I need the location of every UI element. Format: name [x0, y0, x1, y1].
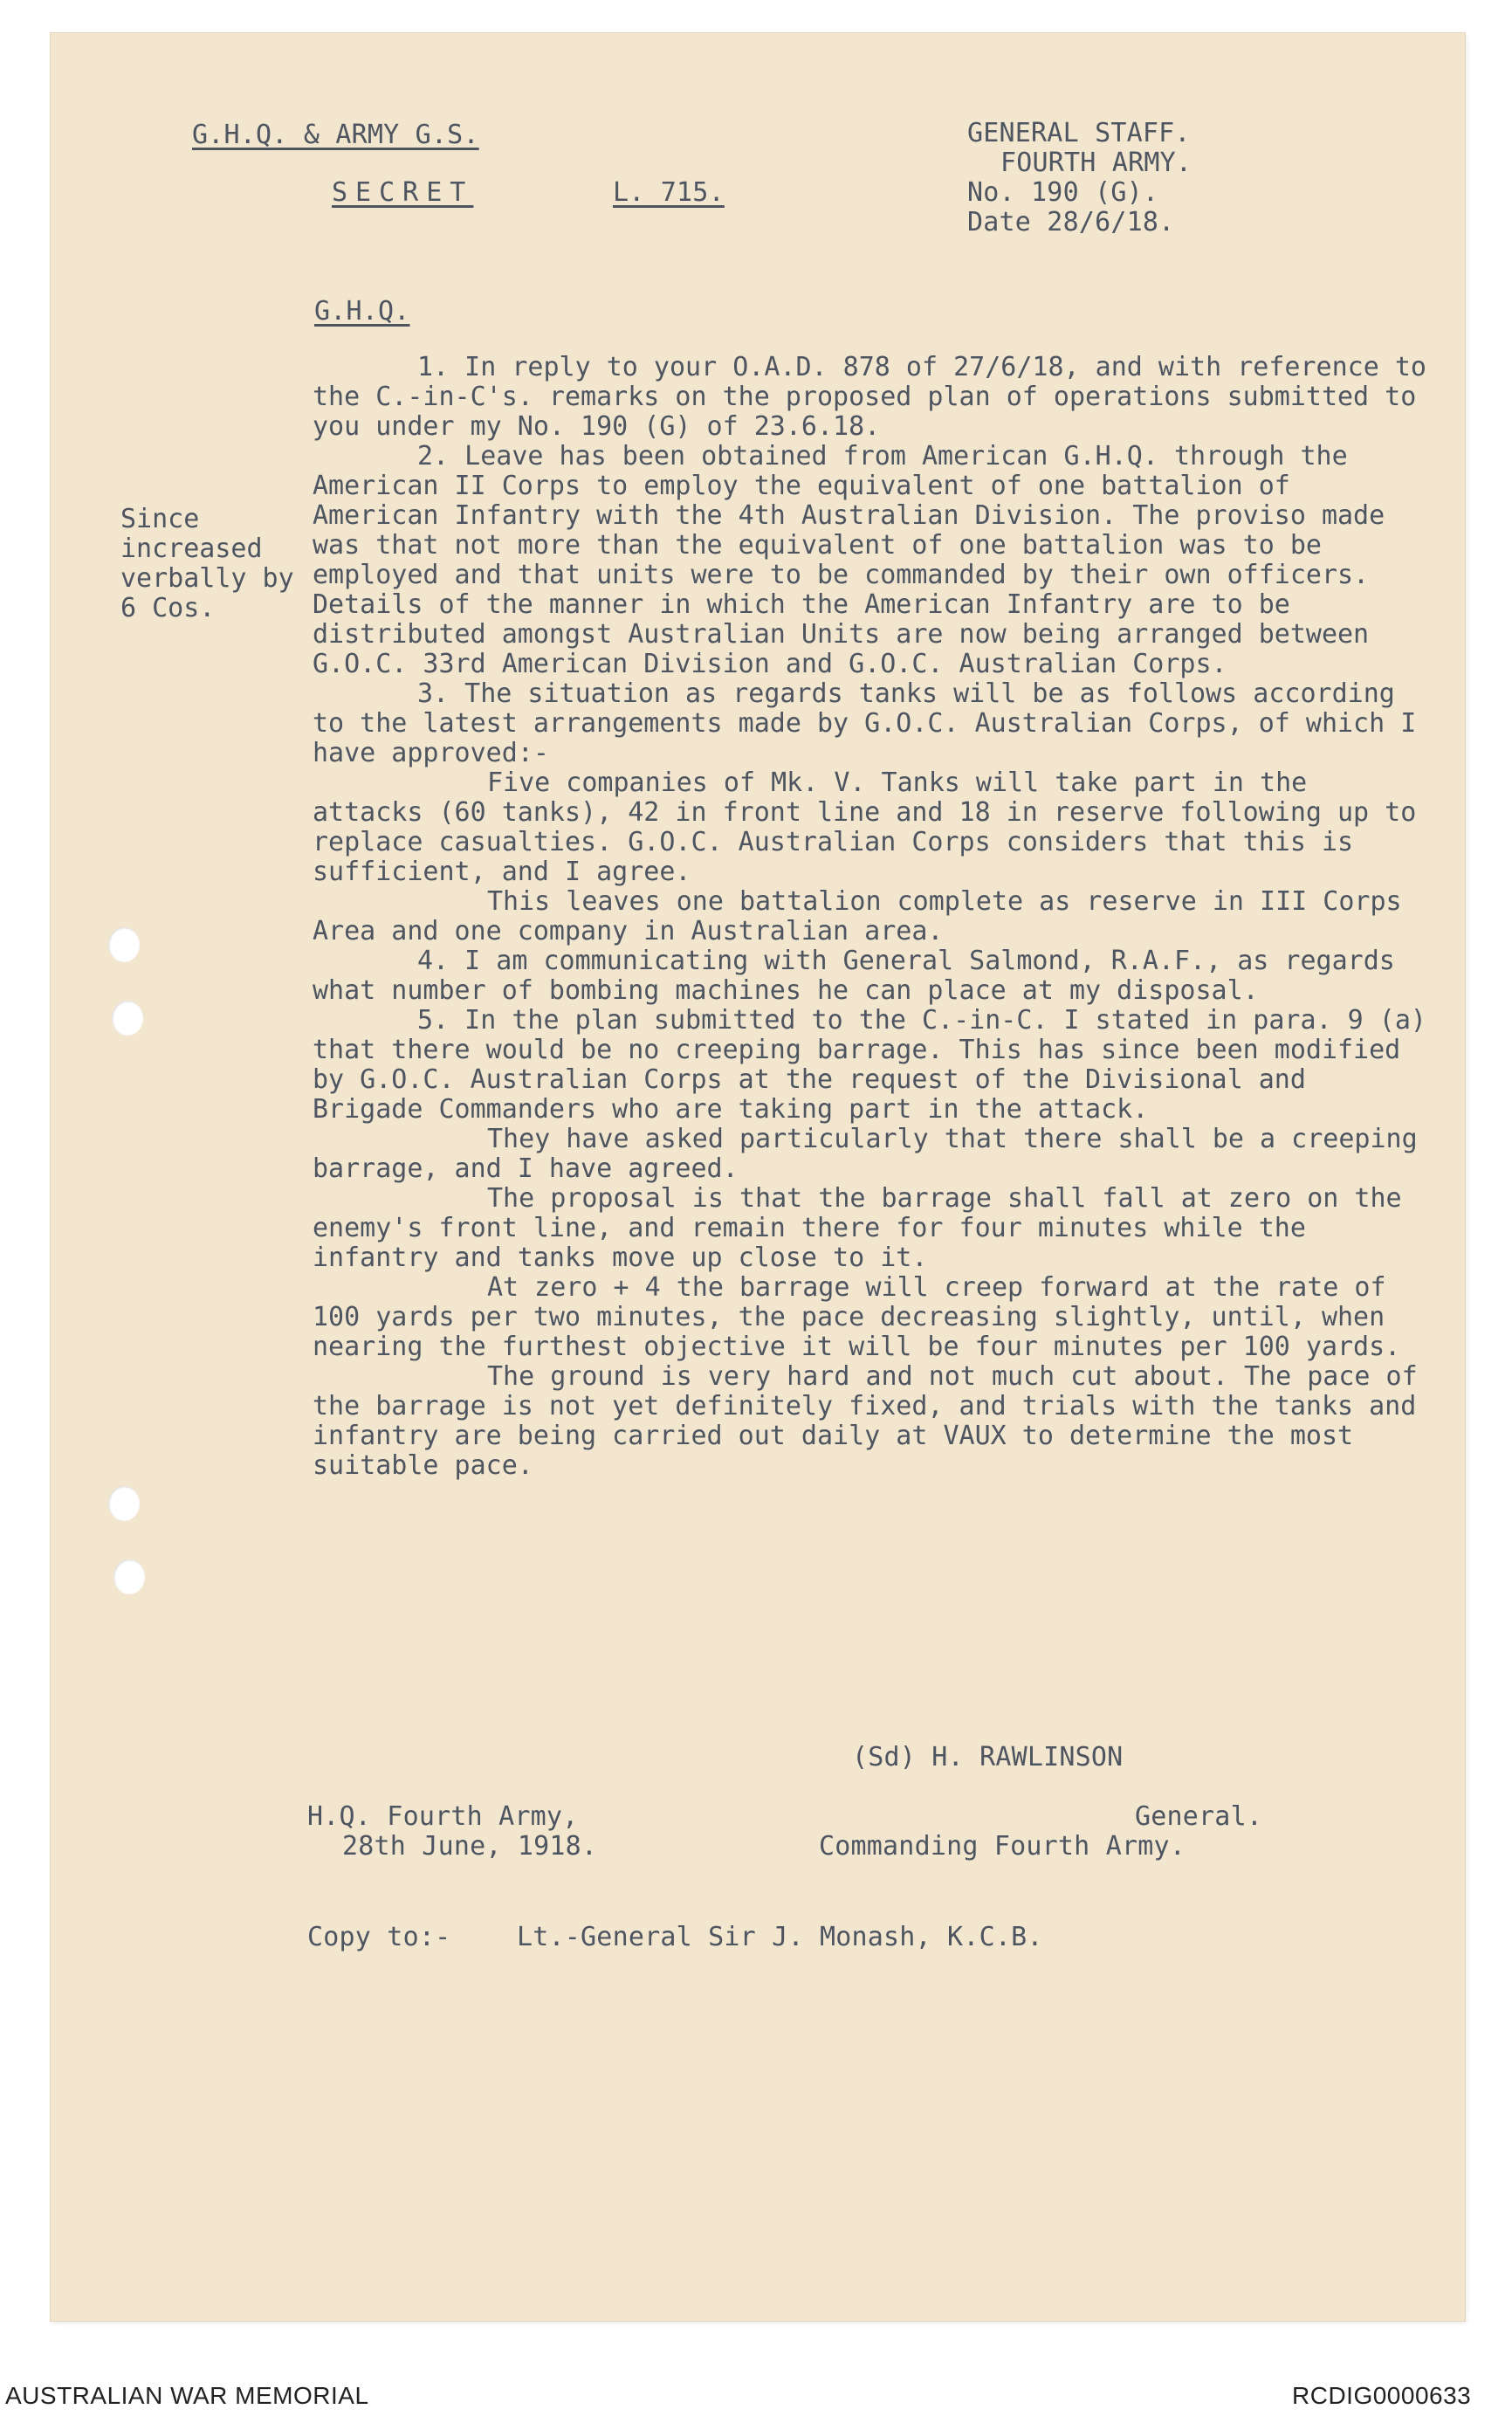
footer-id: RCDIG0000633 — [1292, 2382, 1472, 2409]
addressee: G.H.Q. — [314, 296, 410, 327]
paragraph-5a: They have asked particularly that there shall be a creeping barrage, and I have agreed. — [313, 1124, 1418, 1184]
secret-label: SECRET — [332, 177, 474, 208]
punch-hole — [108, 927, 140, 962]
paragraph-5: 5. In the plan submitted to the C.-in-C. I stated in para. 9 (a) that there would be no creeping barrage. This has since been modified by G.O.C. Australian Corps at the request of the Divisional and Brigade Commanders who are taking part in the attack. — [313, 1005, 1426, 1125]
letter-date: 28th June, 1918. — [342, 1831, 598, 1862]
paragraph-5d: The ground is very hard and not much cut about. The pace of the barrage is not yet definitely fixed, and trials with the tanks and infantry are being carried out daily at VAUX to determine the most suitable pace. — [313, 1361, 1418, 1481]
paragraph-1: 1. In reply to your O.A.D. 878 of 27/6/18, and with reference to the C.-in-C's. remarks on the proposed plan of operations submitted to you under my No. 190 (G) of 23.6.18. — [313, 352, 1426, 442]
header-left-title: G.H.Q. & ARMY G.S. — [192, 120, 479, 150]
paragraph-3: 3. The situation as regards tanks will be as follows according to the latest arrangements made by G.O.C. Australian Corps, of which I have approved:- — [313, 678, 1417, 768]
reference-number: L. 715. — [613, 177, 725, 208]
hq-address: H.Q. Fourth Army, — [307, 1801, 579, 1832]
header-right-line4: Date 28/6/18. — [967, 207, 1175, 237]
signature-rank: General. — [1135, 1801, 1263, 1832]
paragraph-3b: This leaves one battalion complete as reserve in III Corps Area and one company in Australian area. — [313, 886, 1402, 946]
signature-title: Commanding Fourth Army. — [819, 1831, 1186, 1862]
paragraph-3a: Five companies of Mk. V. Tanks will take part in the attacks (60 tanks), 42 in front line and 18 in reserve following up to replace casualties. G.O.C. Australian Corps considers that this is sufficient, and I agree. — [313, 768, 1417, 887]
header-right-line1: GENERAL STAFF. — [967, 118, 1191, 148]
punch-hole — [113, 1559, 145, 1594]
letter-body — [313, 353, 1430, 1481]
margin-note: Since increased verbally by 6 Cos. — [120, 504, 294, 623]
paragraph-5b: The proposal is that the barrage shall fall at zero on the enemy's front line, and remain there for four minutes while the infantry and tanks move up close to it. — [313, 1183, 1402, 1273]
copy-to-recipient: Lt.-General Sir J. Monash, K.C.B. — [517, 1922, 1043, 1952]
footer-archive: AUSTRALIAN WAR MEMORIAL — [5, 2382, 369, 2409]
punch-hole — [108, 1486, 140, 1521]
header-right-line3: No. 190 (G). — [967, 177, 1159, 208]
signature: (Sd) H. RAWLINSON — [852, 1742, 1124, 1773]
paragraph-2: 2. Leave has been obtained from American G.H.Q. through the American II Corps to employ the equivalent of one battalion of American Infantry with the 4th Australian Division. The proviso made was that not more than the equivalent of one battalion was to be employed and that units were to be commanded by their own officers. Details of the manner in which the American Infantry are to be distributed amongst Australian Units are now being arranged between G.O.C. 33rd American Division and G.O.C. Australian Corps. — [313, 441, 1385, 679]
punch-hole — [112, 1001, 143, 1036]
copy-to-label: Copy to:- — [307, 1922, 451, 1952]
paragraph-5c: At zero + 4 the barrage will creep forward at the rate of 100 yards per two minutes, the pace decreasing slightly, until, when nearing the furthest objective it will be four minutes per 100 yards. — [313, 1272, 1401, 1362]
paragraph-4: 4. I am communicating with General Salmond, R.A.F., as regards what number of bombing machines he can place at my disposal. — [313, 946, 1395, 1006]
header-right-line2: FOURTH ARMY. — [1000, 148, 1192, 178]
